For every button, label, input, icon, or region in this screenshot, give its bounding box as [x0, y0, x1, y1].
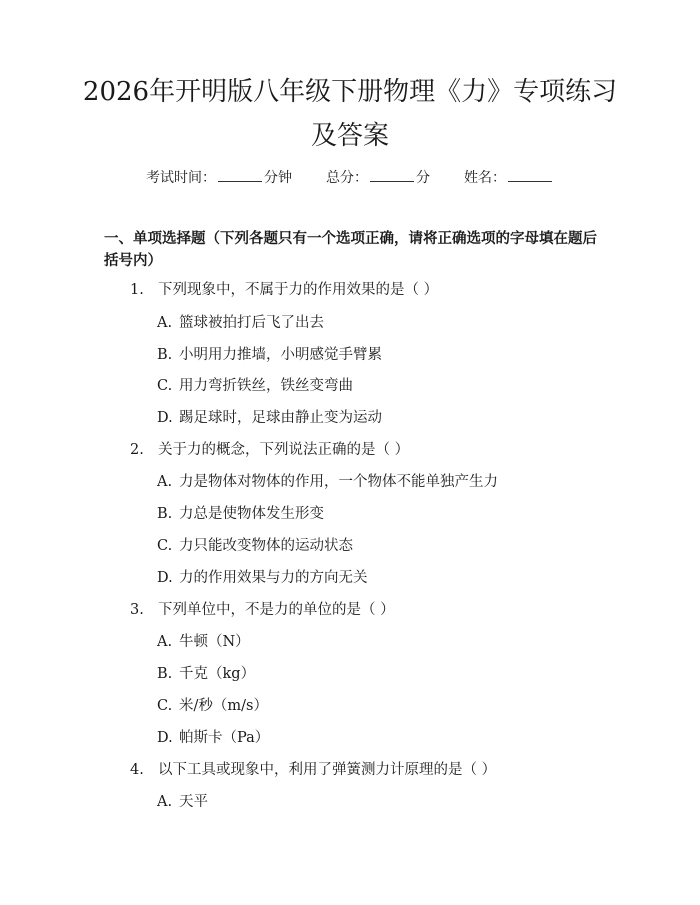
option-3c [157, 696, 268, 716]
question-number: 1. [130, 282, 144, 298]
option-letter: D. [157, 570, 173, 586]
option-2c [157, 536, 353, 556]
option-2b [157, 504, 324, 524]
option-text: 小明用力推墙，小明感觉手臂累 [179, 347, 382, 363]
question-text: 关于力的概念，下列说法正确的是（ ） [158, 442, 410, 458]
option-letter: D. [157, 410, 173, 426]
option-1a [157, 313, 324, 333]
exam-time [146, 166, 292, 187]
score-label: 总分： [326, 170, 368, 186]
section-heading: 一、单项选择题（下列各题只有一个选项正确，请将正确选项的字母填在题后括号内） [104, 230, 597, 269]
option-4a [157, 792, 208, 812]
time-unit: 分钟 [264, 170, 292, 186]
question-text: 以下工具或现象中，利用了弹簧测力计原理的是（ ） [158, 762, 497, 778]
option-text: 踢足球时，足球由静止变为运动 [179, 410, 382, 426]
option-letter: B. [157, 347, 173, 363]
option-1c [157, 376, 353, 396]
option-text: 天平 [179, 794, 208, 810]
question-number: 4. [130, 762, 144, 778]
option-letter: C. [157, 378, 173, 394]
question-number: 2. [130, 442, 144, 458]
question-text: 下列单位中，不是力的单位的是（ ） [158, 602, 395, 618]
question-3 [130, 600, 395, 620]
option-letter: A. [157, 315, 173, 331]
option-1b [157, 345, 382, 365]
option-letter: C. [157, 698, 173, 714]
question-4 [130, 760, 496, 780]
option-3a [157, 632, 250, 652]
student-name [464, 166, 554, 187]
option-text: 帕斯卡（Pa） [179, 730, 270, 746]
score-blank [370, 166, 414, 182]
option-letter: D. [157, 730, 173, 746]
option-3d [157, 728, 269, 748]
time-blank [218, 166, 262, 182]
option-letter: C. [157, 538, 173, 554]
exam-meta [0, 166, 700, 187]
option-text: 米/秒（m/s） [179, 698, 268, 714]
option-letter: A. [157, 474, 173, 490]
name-label: 姓名： [464, 170, 506, 186]
question-text: 下列现象中，不属于力的作用效果的是（ ） [158, 282, 439, 298]
option-2a [157, 472, 498, 492]
option-1d [157, 408, 382, 428]
question-number: 3. [130, 602, 144, 618]
name-blank [508, 166, 552, 182]
option-text: 牛顿（N） [179, 634, 250, 650]
option-text: 千克（kg） [179, 666, 256, 682]
option-2d [157, 568, 368, 588]
page-title: 2026年开明版八年级下册物理《力》专项练习及答案 [82, 77, 618, 151]
question-2 [130, 440, 409, 460]
option-letter: A. [157, 634, 173, 650]
question-1 [130, 280, 438, 300]
option-text: 力是物体对物体的作用，一个物体不能单独产生力 [179, 474, 498, 490]
option-text: 力只能改变物体的运动状态 [179, 538, 353, 554]
option-text: 用力弯折铁丝，铁丝变弯曲 [179, 378, 353, 394]
option-3b [157, 664, 255, 684]
option-text: 力总是使物体发生形变 [179, 506, 324, 522]
option-text: 篮球被拍打后飞了出去 [179, 315, 324, 331]
option-text: 力的作用效果与力的方向无关 [179, 570, 368, 586]
option-letter: B. [157, 666, 173, 682]
option-letter: A. [157, 794, 173, 810]
time-label: 考试时间： [146, 170, 216, 186]
total-score [326, 166, 430, 187]
score-unit: 分 [416, 170, 430, 186]
option-letter: B. [157, 506, 173, 522]
